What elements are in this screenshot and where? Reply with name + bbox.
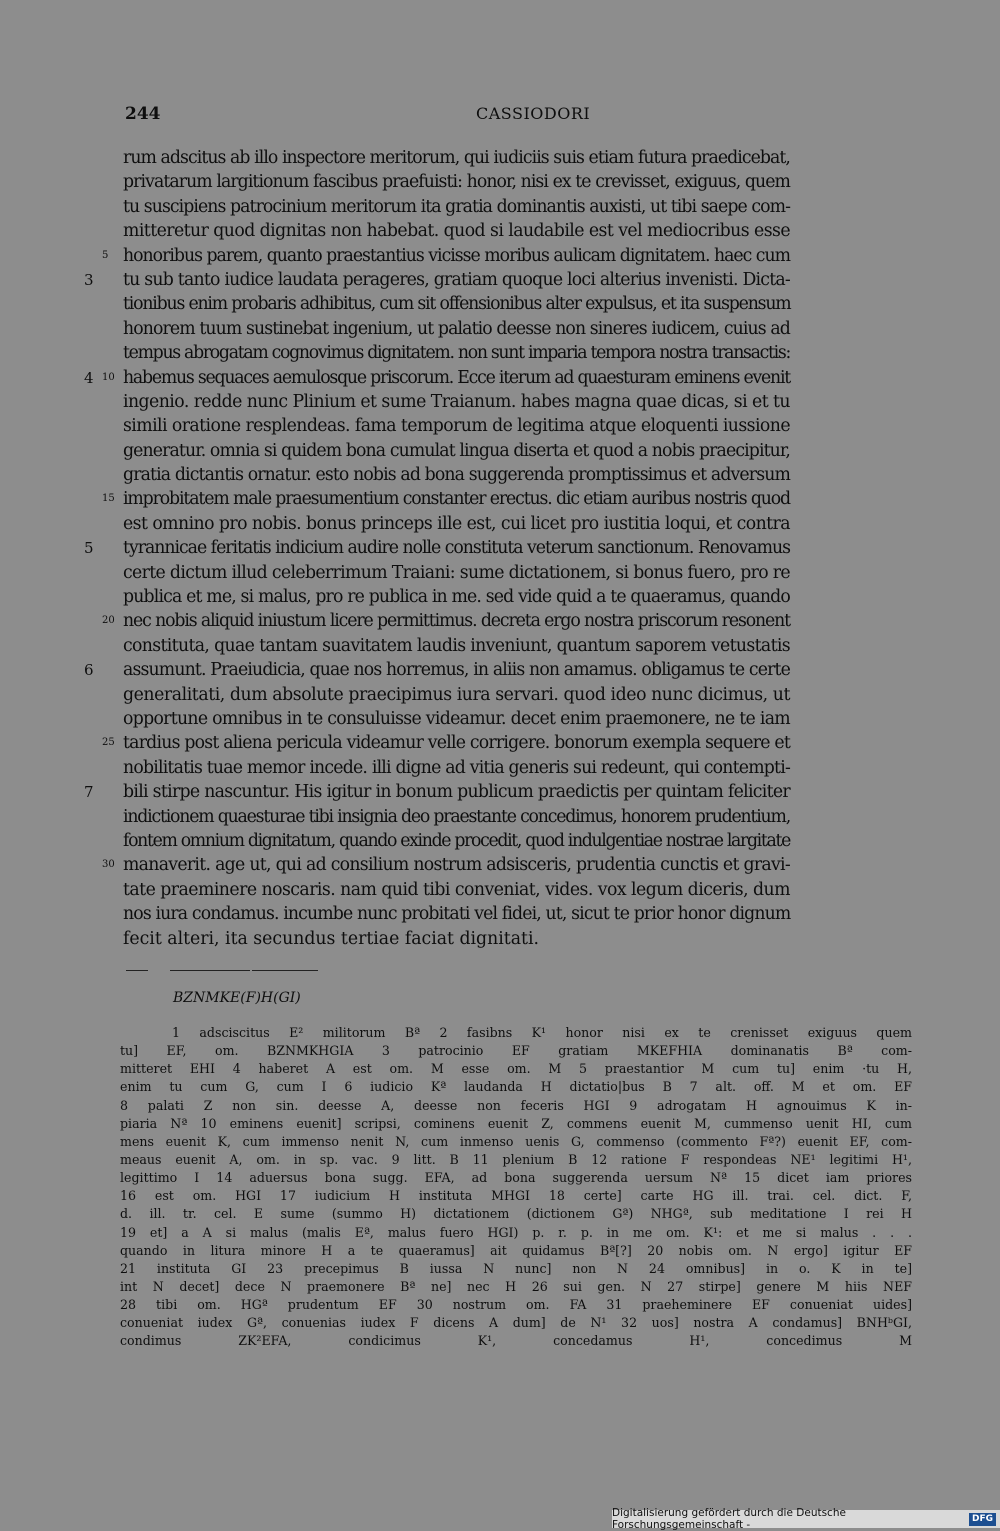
text-line — [0, 805, 913, 829]
text-line-content: opportune omnibus in te consuluisse videamur. decet enim praemonere, ne te iam — [123, 708, 790, 729]
text-line-content: privatarum largitionum fascibus praefuisti: honor, nisi ex te crevisset, exiguus, quem — [123, 172, 790, 193]
apparatus-line: piaria Nª 10 eminens euenit] scripsi, cominens euenit Z, commens euenit M, cummenso uenit HI, cum — [120, 1115, 912, 1131]
text-line — [0, 292, 913, 316]
text-line — [0, 536, 913, 560]
text-line-content: certe dictum illud celeberrimum Traiani: sume dictationem, si bonus fuero, pro re — [123, 562, 790, 583]
text-line-content: bili stirpe nascuntur. His igitur in bonum publicum praedictis per quintam feliciter — [123, 782, 790, 803]
text-line-content: tempus abrogatam cognovimus dignitatem. non sunt imparia tempora nostra transactis: — [123, 343, 790, 364]
text-line-content: tardius post aliena pericula videamur velle corrigere. bonorum exempla sequere et — [123, 733, 790, 754]
apparatus-line: 19 et] a A si malus (malis Eª, malus fuero HGI) p. r. p. in me om. K¹: et me si malus . . . — [120, 1224, 912, 1240]
apparatus-rule — [252, 970, 318, 971]
text-line-content: publica et me, si malus, pro re publica in me. sed vide quid a te quaeramus, quando — [123, 587, 790, 608]
text-line-content: improbitatem male praesumentium constanter erectus. dic etiam auribus nostris quod — [123, 489, 790, 510]
text-line-content: nos iura condamus. incumbe nunc probitati vel fidei, ut, sicut te prior honor dignum — [123, 904, 791, 925]
text-line — [0, 317, 913, 341]
text-line — [0, 683, 913, 707]
text-line-content: fecit alteri, ita secundus tertiae faciat dignitati. — [123, 928, 539, 949]
text-line-content: tate praeminere noscaris. nam quid tibi conveniat, vides. vox legum diceris, dum — [123, 879, 790, 900]
text-line-content: tu sub tanto iudice laudata perageres, gratiam quoque loci alterius invenisti. Dicta- — [123, 269, 790, 290]
footer-bar — [612, 1507, 1000, 1531]
apparatus-rule — [170, 970, 250, 971]
text-line — [0, 219, 913, 243]
apparatus-line: meaus euenit A, om. in sp. vac. 9 litt. B 11 plenium B 12 ratione F respondeas NE¹ legitimi H¹, — [120, 1151, 912, 1167]
text-line — [0, 366, 913, 390]
text-line — [0, 902, 913, 926]
line-number: 15 — [102, 493, 115, 505]
apparatus-line: enim tu cum G, cum I 6 iudicio Kª laudanda H dictatio|bus B 7 alt. off. M et om. EF — [120, 1079, 912, 1095]
text-line-content: generatur. omnia si quidem bona cumulat lingua diserta et quod a nobis praecipitur, — [123, 440, 790, 461]
text-line-content: est omnino pro nobis. bonus princeps ille est, cui licet pro iustitia loqui, et contra — [123, 513, 790, 534]
dfg-logo-icon: DFG — [969, 1513, 996, 1526]
apparatus-line: mens euenit K, cum immenso nenit N, cum inmenso uenis G, commenso (commento Fª?) euenit EF, com- — [120, 1133, 912, 1149]
text-line — [0, 878, 913, 902]
text-line — [0, 439, 913, 463]
text-line — [0, 731, 913, 755]
text-line-content: gratia dictantis ornatur. esto nobis ad bona suggerenda promptissimus et adversum — [123, 465, 790, 486]
text-line-content: habemus sequaces aemulosque priscorum. Ecce iterum ad quaesturam eminens evenit — [123, 367, 791, 388]
text-line — [0, 707, 913, 731]
text-line — [0, 414, 913, 438]
critical-apparatus — [0, 1024, 1000, 1351]
text-line — [0, 609, 913, 633]
text-line-content: generalitati, dum absolute praecipimus iura servari. quod ideo nunc dicimus, ut — [123, 684, 790, 705]
text-line — [0, 634, 913, 658]
text-line-content: constituta, quae tantam suavitatem laudis inveniunt, quantum saporem vetustatis — [123, 635, 790, 656]
text-line — [0, 829, 913, 853]
text-line — [0, 390, 913, 414]
apparatus-line: mitteret EHI 4 haberet A est om. M esse om. M 5 praestantior M cum tu] enim ·tu H, — [120, 1061, 912, 1077]
text-line-content: rum adscitus ab illo inspectore meritorum, qui iudiciis suis etiam futura praedicebat, — [123, 148, 790, 168]
text-line — [0, 146, 913, 170]
sigla-line: BZNMKE(F)H(GI) — [173, 990, 301, 1006]
apparatus-line: 1 adsciscitus E² militorum Bª 2 fasibns K¹ honor nisi ex te crenisset exiguus quem — [172, 1025, 912, 1040]
text-line-content: tu suscipiens patrocinium meritorum ita gratia dominantis auxisti, ut tibi saepe com- — [123, 196, 790, 217]
apparatus-line: condimus ZK²EFA, condicimus K¹, concedamus H¹, concedimus M — [120, 1333, 912, 1349]
line-number: 5 — [102, 249, 109, 261]
text-line-content: nec nobis aliquid iniustum licere permittimus. decreta ergo nostra priscorum resonent — [123, 611, 790, 632]
section-number: 7 — [84, 783, 94, 802]
section-number: 3 — [84, 270, 94, 289]
text-line-content: assumunt. Praeiudicia, quae nos horremus, in aliis non amamus. obligamus te certe — [123, 660, 790, 681]
running-title: CASSIODORI — [476, 104, 591, 123]
text-line-content: tionibus enim probaris adhibitus, cum sit offensionibus alter expulsus, et ita suspensum — [123, 294, 791, 315]
text-line — [0, 585, 913, 609]
text-line-content: fontem omnium dignitatum, quando exinde procedit, quod indulgentiae nostrae largitate — [123, 830, 790, 851]
main-text — [0, 146, 1000, 951]
text-line — [0, 658, 913, 682]
text-line-content: tyrannicae feritatis indicium audire nolle constituta veterum sanctionum. Renovamus — [123, 538, 790, 559]
text-line — [0, 512, 913, 536]
apparatus-line: 21 instituta GI 23 precepimus B iussa N nunc] non N 24 omnibus] in o. K in te] — [120, 1260, 912, 1276]
section-number: 4 — [84, 368, 94, 387]
apparatus-line: int N decet] dece N praemonere Bª ne] nec H 26 sui gen. N 27 stirpe] genere M hiis NEF — [120, 1278, 912, 1294]
apparatus-line: tu] EF, om. BZNMKHGIA 3 patrocinio EF gratiam MKEFHIA dominanatis Bª com- — [120, 1043, 912, 1059]
line-number: 30 — [102, 859, 115, 871]
text-line — [0, 853, 913, 877]
text-line-content: honoribus parem, quanto praestantius vicisse moribus aulicam dignitatem. haec cum — [123, 245, 790, 266]
footer-text: Digitalisierung gefördert durch die Deutsche Forschungsgemeinschaft - — [612, 1507, 846, 1531]
section-number: 6 — [84, 661, 94, 680]
text-line — [0, 195, 913, 219]
text-line — [0, 561, 913, 585]
text-line — [0, 756, 913, 780]
text-line — [0, 268, 913, 292]
text-line-content: manaverit. age ut, qui ad consilium nostrum adsisceris, prudentia cunctis et gravi- — [123, 855, 790, 876]
page-number: 244 — [125, 104, 161, 124]
text-line — [0, 244, 913, 268]
apparatus-line: 28 tibi om. HGª prudentum EF 30 nostrum om. FA 31 praeheminere EF conueniat uides] — [120, 1297, 912, 1313]
text-line — [0, 780, 913, 804]
text-line-content: simili oratione resplendeas. fama temporum de legitima atque eloquenti iussione — [123, 416, 790, 437]
text-line-content: ingenio. redde nunc Plinium et sume Traianum. habes magna quae dicas, si et tu — [123, 391, 790, 412]
apparatus-line: d. ill. tr. cel. E sume (summo H) dictationem (dictionem Gª) NHGª, sub meditatione I rei H — [120, 1206, 912, 1222]
text-line-content: indictionem quaesturae tibi insignia deo praestante concedimus, honorem prudentium, — [123, 806, 790, 827]
text-line-content: mitteretur quod dignitas non habebat. quod si laudabile est vel mediocribus esse — [123, 221, 791, 242]
line-number: 20 — [102, 615, 115, 627]
text-line — [0, 927, 913, 951]
apparatus-rule — [126, 970, 148, 971]
text-line — [0, 463, 913, 487]
line-number: 10 — [102, 371, 115, 383]
apparatus-line: 16 est om. HGI 17 iudicium H instituta MHGI 18 certe] carte HG ill. trai. cel. dict. F, — [120, 1188, 912, 1204]
text-line-content: nobilitatis tuae memor incede. illi digne ad vitia generis sui redeunt, qui contempti- — [123, 757, 790, 778]
text-line-content: honorem tuum sustinebat ingenium, ut palatio deesse non sineres iudicem, cuius ad — [123, 318, 790, 339]
text-line — [0, 487, 913, 511]
section-number: 5 — [84, 539, 94, 558]
apparatus-line: quando in litura minore H a te quaeramus] ait quidamus Bª[?] 20 nobis om. N ergo] igitur EF — [120, 1242, 912, 1258]
apparatus-line: legittimo I 14 aduersus bona sugg. EFA, ad bona suggerenda uersum Nª 15 dicet iam priores — [120, 1170, 912, 1186]
line-number: 25 — [102, 737, 115, 749]
apparatus-line: conueniat iudex Gª, conuenias iudex F dicens A dum] de N¹ 32 uos] nostra A condamus] BNHᵇGI, — [120, 1315, 912, 1331]
apparatus-line: 8 palati Z non sin. deesse A, deesse non feceris HGI 9 adrogatam H agnouimus K in- — [120, 1097, 912, 1113]
text-line — [0, 341, 913, 365]
text-line — [0, 170, 913, 194]
